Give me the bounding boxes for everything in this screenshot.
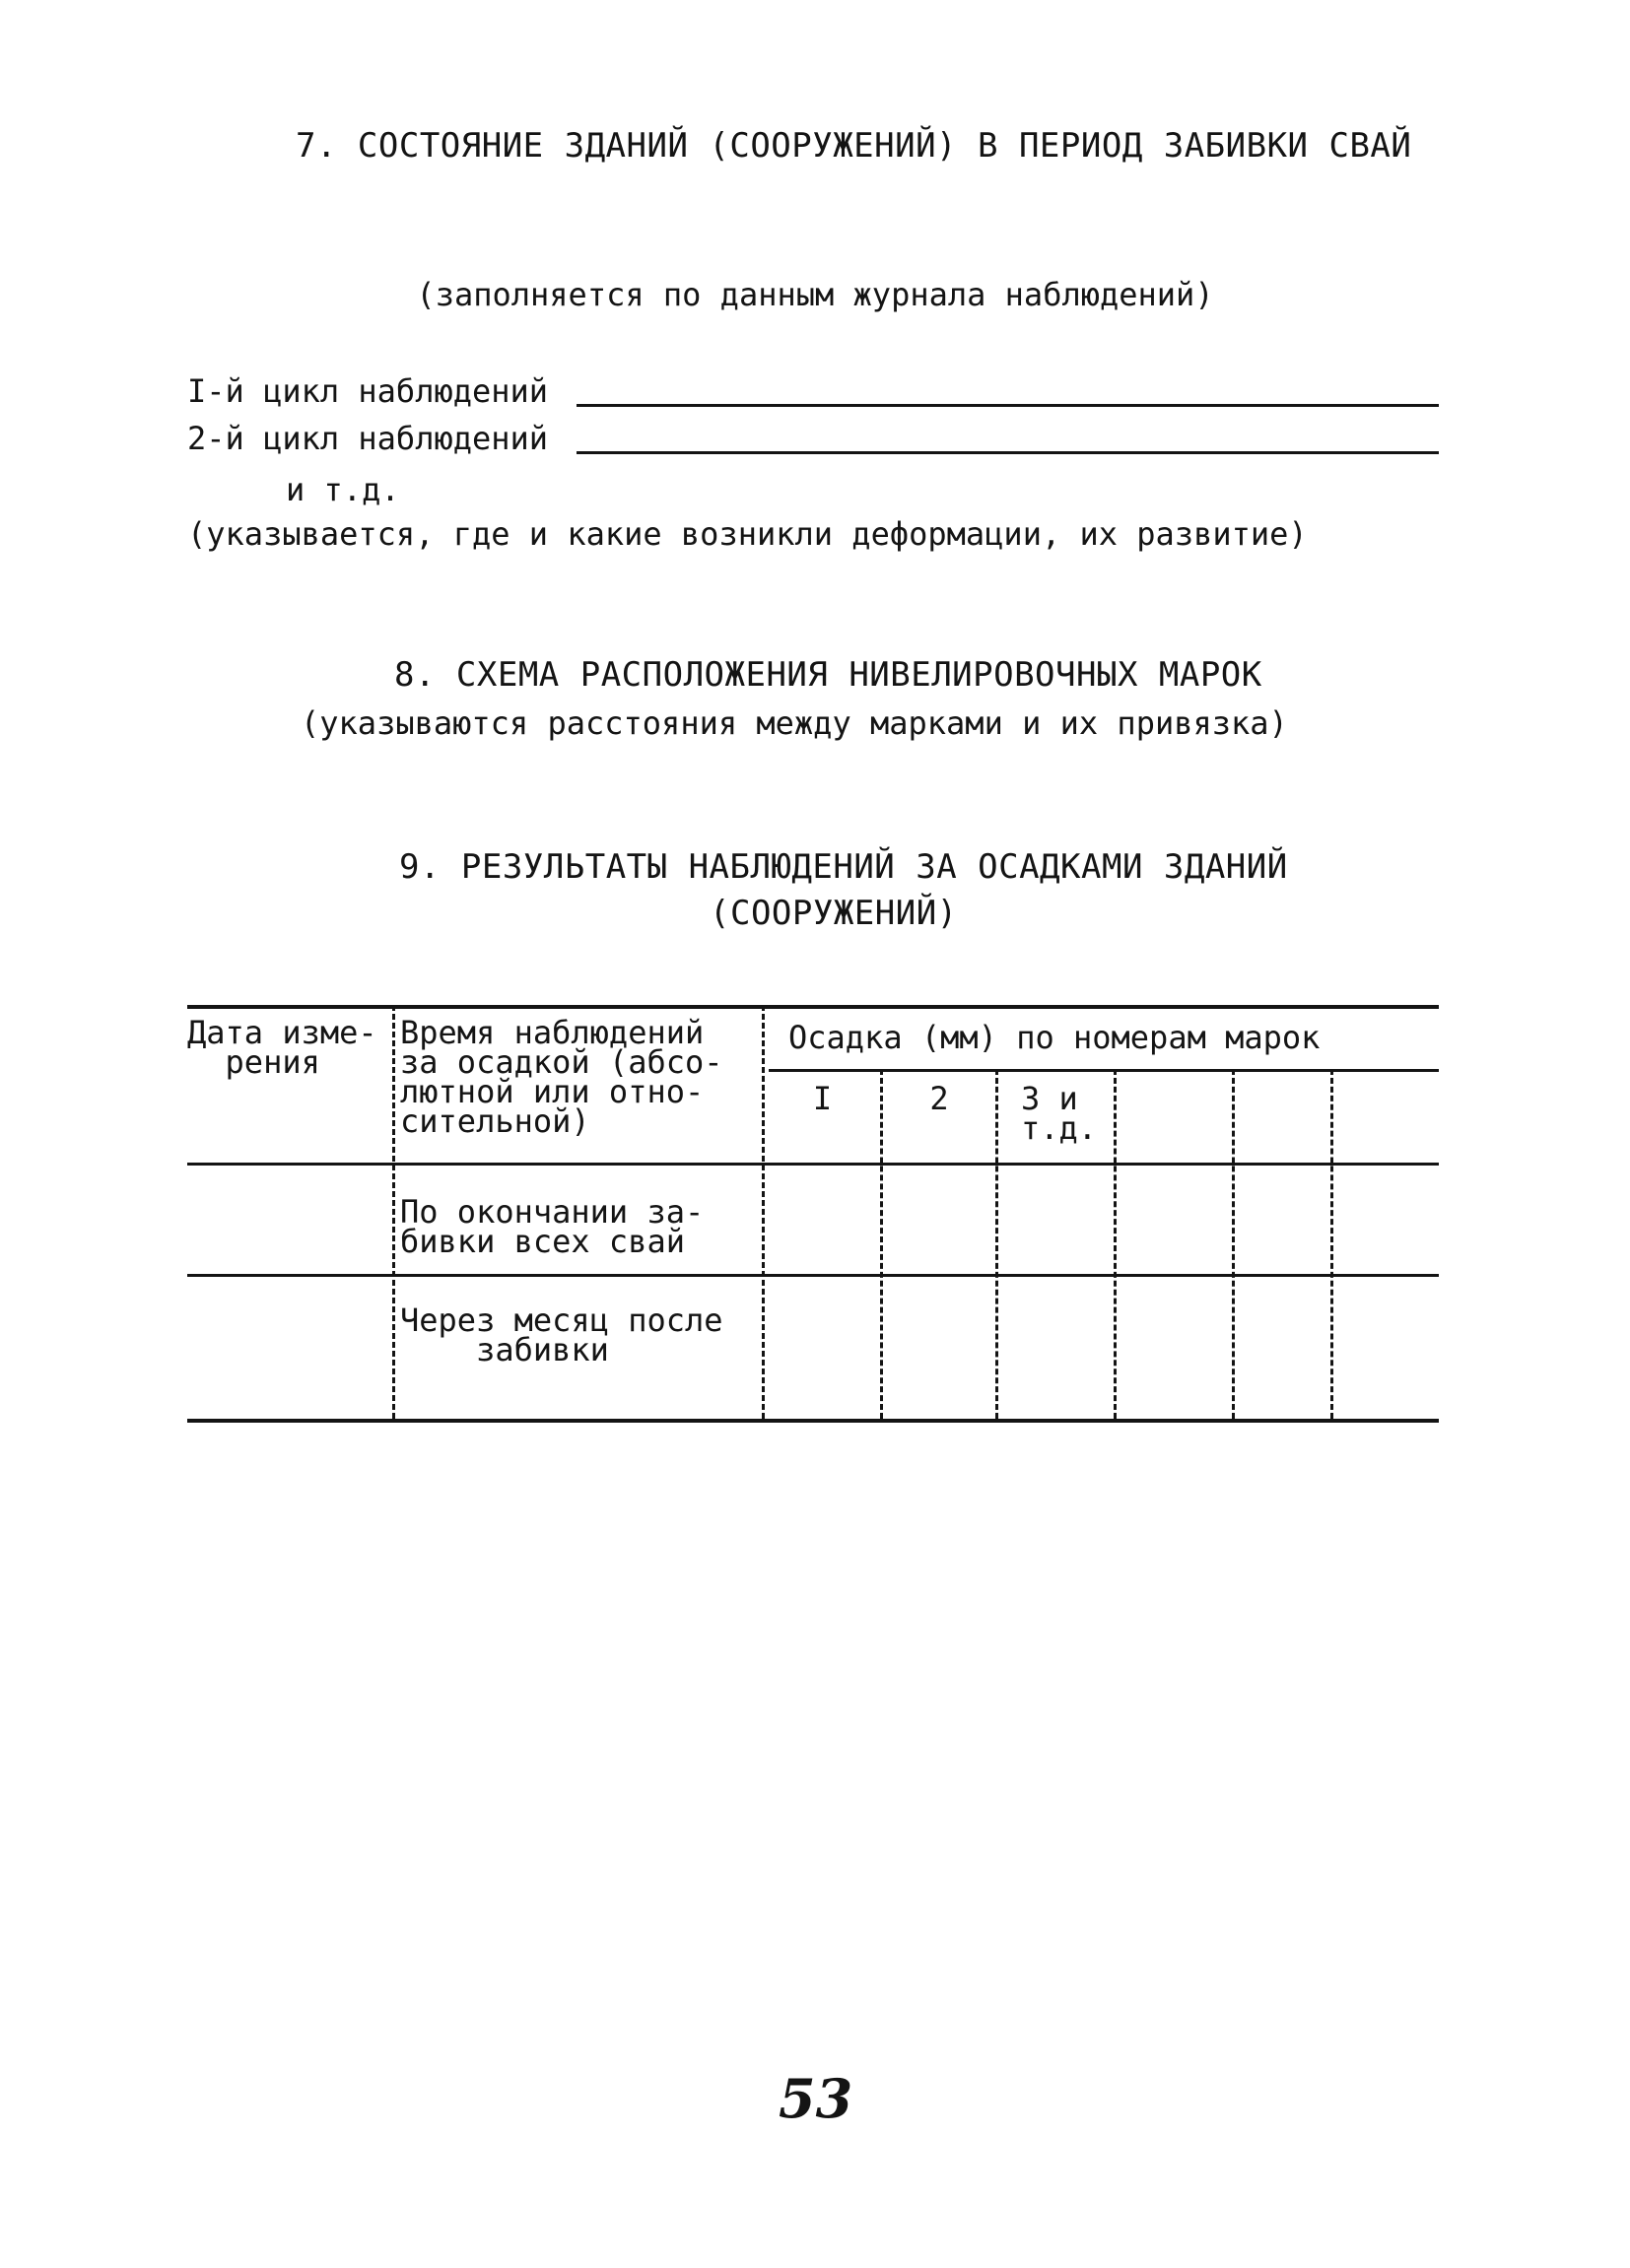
header-observation-time: Время наблюдений за осадкой (абсо- лютной или отно- сительной)	[400, 1014, 723, 1140]
row-month-after: Через месяц после забивки	[400, 1301, 723, 1368]
cycle-2-label: 2-й цикл наблюдений	[187, 420, 549, 457]
section-8-title: 8. СХЕМА РАСПОЛОЖЕНИЯ НИВЕЛИРОВОЧНЫХ МАРОК	[394, 655, 1262, 695]
section-7-note: (указывается, где и какие возникли деформации, их развитие)	[187, 515, 1308, 553]
table-row-rule	[187, 1274, 1439, 1277]
header-settlement: Осадка (мм) по номерам марок	[788, 1019, 1321, 1056]
table-col-divider	[1114, 1069, 1117, 1419]
row-after-driving: По окончании за- бивки всех свай	[400, 1193, 705, 1260]
table-col-divider	[995, 1069, 998, 1419]
page-number: 53	[779, 2067, 853, 2130]
table-col-divider	[762, 1005, 765, 1419]
table-col-divider	[392, 1005, 395, 1419]
section-7-title: 7. СОСТОЯНИЕ ЗДАНИЙ (СООРУЖЕНИЙ) В ПЕРИОД ЗАБИВКИ СВАЙ	[296, 126, 1412, 166]
table-col-divider	[1232, 1069, 1235, 1419]
header-date: Дата изме- рения	[187, 1014, 377, 1081]
section-9-title-line-1: 9. РЕЗУЛЬТАТЫ НАБЛЮДЕНИЙ ЗА ОСАДКАМИ ЗДАНИЙ	[399, 847, 1288, 887]
mark-1: I	[812, 1080, 833, 1117]
table-col-divider	[880, 1069, 883, 1419]
mark-3-etc: 3 и т.д.	[1021, 1080, 1098, 1147]
cycle-2-fill-line	[577, 451, 1439, 454]
table-col-divider	[1330, 1069, 1333, 1419]
table-subheader-rule	[769, 1069, 1439, 1072]
section-9-title-line-2: (СООРУЖЕНИЙ)	[710, 894, 958, 933]
etc-label: и т.д.	[286, 471, 400, 508]
cycle-1-fill-line	[577, 404, 1439, 407]
table-header-rule	[187, 1163, 1439, 1166]
section-8-subtitle: (указываются расстояния между марками и их привязка)	[301, 704, 1288, 742]
table-bottom-rule	[187, 1419, 1439, 1423]
mark-2: 2	[929, 1080, 949, 1117]
cycle-1-label: I-й цикл наблюдений	[187, 372, 549, 410]
section-7-subtitle: (заполняется по данным журнала наблюдений)	[416, 276, 1214, 313]
table-top-rule	[187, 1005, 1439, 1009]
